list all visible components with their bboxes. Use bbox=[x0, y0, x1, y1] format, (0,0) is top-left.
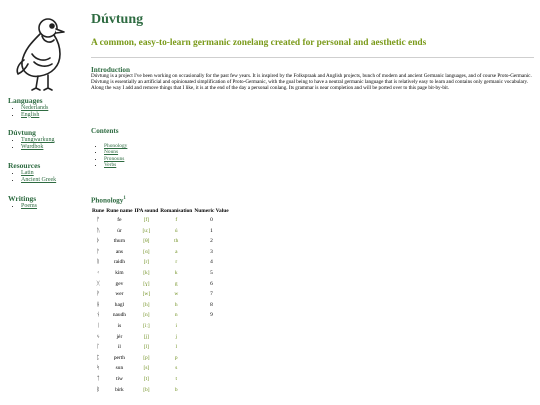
rune-cell: ᚨ bbox=[96, 248, 100, 255]
rune-name-cell: perth bbox=[113, 354, 125, 361]
column-header-romanisation: Romanisation bbox=[160, 208, 193, 214]
ipa-sound-link[interactable]: [j] bbox=[143, 333, 149, 340]
romanisation-cell: h bbox=[174, 301, 178, 308]
table-row bbox=[91, 374, 230, 385]
numeric-value-cell: 4 bbox=[210, 259, 213, 266]
column-header-numeric-value: Numeric Value bbox=[194, 208, 229, 214]
ipa-sound-link[interactable]: [l] bbox=[143, 344, 149, 351]
sidebar-list-writings bbox=[8, 203, 37, 210]
sidebar-link-latin[interactable]: Latin bbox=[21, 170, 34, 176]
ipa-cell bbox=[134, 215, 160, 226]
romanisation-cell: th bbox=[174, 238, 179, 245]
ipa-sound-link[interactable]: [r] bbox=[143, 259, 150, 266]
numeric-value-cell: 5 bbox=[210, 269, 213, 276]
list-item bbox=[21, 177, 56, 184]
ipa-cell bbox=[134, 310, 160, 321]
table-row bbox=[91, 226, 230, 237]
contents-heading: Contents bbox=[91, 127, 119, 135]
romanisation-cell: b bbox=[174, 386, 178, 393]
phonology-heading bbox=[91, 196, 126, 204]
phonology-footnote-link[interactable]: 1 bbox=[123, 196, 126, 201]
list-item bbox=[104, 162, 127, 168]
rune-cell: ᛋ bbox=[96, 365, 100, 372]
rune-name-cell: wer bbox=[115, 291, 124, 298]
sidebar-link-tungwarkung[interactable]: Tungwarkung bbox=[21, 137, 55, 143]
numeric-value-cell: 7 bbox=[210, 291, 213, 298]
table-row bbox=[91, 300, 230, 311]
rune-cell: ᚢ bbox=[96, 227, 100, 234]
ipa-cell bbox=[134, 374, 160, 385]
sidebar-link-wurdbok[interactable]: Wurdbok bbox=[21, 143, 44, 150]
ipa-sound-link[interactable]: [w] bbox=[142, 291, 151, 298]
numeric-value-cell: 1 bbox=[210, 227, 213, 234]
contents-link-verbs[interactable]: Verbs bbox=[104, 162, 117, 169]
sidebar-heading-duvtung: Dúvtung bbox=[8, 128, 36, 137]
page-title: Dúvtung bbox=[91, 12, 144, 27]
header-divider bbox=[91, 57, 534, 58]
rune-name-cell: úr bbox=[117, 227, 122, 234]
list-item bbox=[21, 170, 56, 177]
list-item bbox=[21, 105, 48, 112]
sidebar-link-ancient-greek[interactable]: Ancient Greek bbox=[21, 176, 57, 183]
contents-list bbox=[91, 143, 127, 169]
rune-name-cell: hagl bbox=[114, 301, 125, 308]
romanisation-cell: i bbox=[175, 322, 178, 329]
pigeon-icon bbox=[14, 14, 72, 94]
ipa-cell bbox=[134, 385, 160, 396]
introduction-text: Dúvtung is a project I've been working on occasionally for the past few years. It is inspired by the Folkspraak and Anglish projects, bunch of modern and ancient Germanic languages, and of course Proto-Germanic. Dúvtung is essentially an artificial and opinionated simplification of Proto-Germanic, with the goal being to have a neutral germanic language that is relatively easy to learn and contains only germanic vocabulary. Along the way I add and remove things that I like, it is at the end of the day a personal conlang. Its grammar is near completion and will be ported over to this page bit-by-bit. bbox=[91, 73, 532, 92]
romanisation-cell: l bbox=[175, 344, 178, 351]
ipa-sound-link[interactable]: [n] bbox=[143, 312, 150, 319]
rune-name-cell: fe bbox=[117, 217, 122, 223]
table-row bbox=[91, 247, 230, 258]
phonology-heading-text: Phonology bbox=[91, 196, 124, 205]
ipa-cell bbox=[134, 342, 160, 353]
ipa-sound-link[interactable]: [θ] bbox=[143, 238, 150, 245]
ipa-cell bbox=[134, 236, 160, 247]
romanisation-cell: n bbox=[174, 312, 178, 319]
table-row bbox=[91, 279, 230, 290]
romanisation-cell: a bbox=[175, 248, 178, 255]
sidebar-heading-resources: Resources bbox=[8, 161, 41, 170]
rune-cell: ᚱ bbox=[96, 259, 100, 266]
table-row bbox=[91, 289, 230, 300]
romanisation-cell: s bbox=[175, 365, 178, 372]
romanisation-cell: j bbox=[175, 333, 178, 340]
column-header-rune-name: Rune name bbox=[106, 208, 133, 214]
list-item bbox=[21, 137, 54, 144]
list-item bbox=[21, 112, 48, 119]
numeric-value-cell bbox=[193, 385, 229, 396]
rune-name-cell: sun bbox=[115, 365, 124, 372]
rune-name-cell: gev bbox=[115, 280, 124, 287]
romanisation-cell: f bbox=[175, 217, 178, 223]
phonology-table-body bbox=[91, 215, 230, 395]
numeric-value-cell bbox=[193, 353, 229, 364]
rune-name-cell: tiw bbox=[115, 375, 123, 382]
rune-cell: ᛚ bbox=[96, 344, 100, 351]
column-header-ipa-sound: IPA sound bbox=[134, 208, 159, 214]
ipa-sound-link[interactable]: [k] bbox=[143, 269, 150, 276]
sidebar-section-resources bbox=[8, 162, 56, 183]
rune-name-cell: birk bbox=[115, 386, 124, 393]
rune-name-cell: ans bbox=[115, 248, 123, 255]
sidebar-section-writings bbox=[8, 195, 37, 210]
phonology-table bbox=[91, 208, 230, 395]
table-row bbox=[91, 257, 230, 268]
rune-cell: ᚺ bbox=[96, 301, 100, 308]
page-subtitle: A common, easy-to-learn germanic zonelang created for personal and aesthetic ends bbox=[91, 38, 427, 48]
rune-name-cell: is bbox=[117, 322, 122, 329]
rune-cell: ᚹ bbox=[96, 291, 100, 298]
ipa-cell bbox=[134, 226, 160, 237]
ipa-sound-link[interactable]: [ɑ] bbox=[143, 248, 150, 255]
sidebar-heading-languages: Languages bbox=[8, 96, 43, 105]
sidebar-list-resources bbox=[8, 170, 56, 183]
numeric-value-cell: 8 bbox=[210, 301, 213, 308]
ipa-sound-link[interactable]: [h] bbox=[143, 301, 150, 308]
rune-cell: ᛈ bbox=[96, 354, 100, 361]
numeric-value-cell: 2 bbox=[210, 238, 213, 245]
introduction-heading: Introduction bbox=[91, 66, 131, 74]
ipa-cell bbox=[134, 332, 160, 343]
rune-cell: ᚾ bbox=[96, 312, 100, 319]
ipa-cell bbox=[134, 257, 160, 268]
rune-name-cell: kim bbox=[115, 269, 124, 276]
sidebar-heading-writings: Writings bbox=[8, 194, 37, 203]
rune-cell: ᚷ bbox=[96, 280, 100, 287]
table-row bbox=[91, 385, 230, 396]
numeric-value-cell: 3 bbox=[210, 248, 213, 255]
numeric-value-cell bbox=[193, 374, 229, 385]
numeric-value-cell bbox=[193, 342, 229, 353]
ipa-sound-link[interactable]: [s] bbox=[143, 365, 150, 372]
table-row bbox=[91, 236, 230, 247]
ipa-sound-link[interactable]: [ɣ] bbox=[143, 280, 150, 287]
ipa-sound-link[interactable]: [b] bbox=[143, 386, 150, 393]
romanisation-cell: w bbox=[174, 291, 179, 298]
table-row bbox=[91, 342, 230, 353]
sidebar-link-nederlands[interactable]: Nederlands bbox=[21, 105, 49, 111]
table-row bbox=[91, 215, 230, 226]
rune-cell: ᛒ bbox=[96, 386, 100, 393]
sidebar-list-languages bbox=[8, 105, 48, 118]
ipa-sound-link[interactable]: [f] bbox=[143, 217, 150, 223]
table-header-row bbox=[91, 208, 230, 215]
ipa-cell bbox=[134, 268, 160, 279]
rune-name-cell: raidh bbox=[113, 259, 125, 266]
romanisation-cell: t bbox=[175, 375, 178, 382]
list-item bbox=[21, 203, 37, 210]
romanisation-cell: ú bbox=[174, 227, 178, 234]
ipa-cell bbox=[134, 247, 160, 258]
ipa-cell bbox=[134, 321, 160, 332]
rune-cell: ᛏ bbox=[96, 375, 100, 382]
romanisation-cell: k bbox=[174, 269, 178, 276]
ipa-cell bbox=[134, 289, 160, 300]
numeric-value-cell: 6 bbox=[210, 280, 213, 287]
numeric-value-cell: 9 bbox=[210, 312, 213, 319]
sidebar-link-english[interactable]: English bbox=[21, 111, 40, 118]
rune-cell: ᛁ bbox=[96, 322, 100, 329]
contents-link-pronouns[interactable]: Pronouns bbox=[104, 155, 125, 162]
rune-name-cell: naudh bbox=[112, 312, 126, 319]
table-row bbox=[91, 332, 230, 343]
ipa-cell bbox=[134, 300, 160, 311]
sidebar-section-duvtung bbox=[8, 129, 54, 150]
ipa-sound-link[interactable]: [t] bbox=[143, 375, 149, 382]
rune-cell: ᚲ bbox=[96, 269, 100, 276]
rune-cell: ᚠ bbox=[96, 217, 100, 223]
numeric-value-cell bbox=[193, 321, 229, 332]
table-row bbox=[91, 353, 230, 364]
ipa-sound-link[interactable]: [iː] bbox=[143, 322, 150, 329]
rune-cell: ᛃ bbox=[96, 333, 100, 340]
table-row bbox=[91, 310, 230, 321]
ipa-sound-link[interactable]: [uː] bbox=[142, 227, 151, 234]
table-row bbox=[91, 268, 230, 279]
numeric-value-cell: 0 bbox=[210, 217, 213, 223]
list-item bbox=[21, 144, 54, 151]
romanisation-cell: g bbox=[174, 280, 178, 287]
romanisation-cell: p bbox=[174, 354, 178, 361]
sidebar-section-languages bbox=[8, 97, 48, 118]
numeric-value-cell bbox=[193, 332, 229, 343]
sidebar-list-duvtung bbox=[8, 137, 54, 150]
column-header-rune: Rune bbox=[92, 208, 105, 214]
ipa-cell bbox=[134, 279, 160, 290]
sidebar-link-poems[interactable]: Poems bbox=[21, 203, 38, 209]
rune-name-cell: thurn bbox=[113, 238, 126, 245]
rune-cell: ᚦ bbox=[96, 238, 100, 245]
table-row bbox=[91, 321, 230, 332]
numeric-value-cell bbox=[193, 363, 229, 374]
contents-link-phonology[interactable]: Phonology bbox=[104, 143, 128, 149]
table-row bbox=[91, 363, 230, 374]
romanisation-cell: r bbox=[175, 259, 178, 266]
rune-name-cell: jér bbox=[116, 333, 123, 340]
ipa-cell bbox=[134, 363, 160, 374]
contents-link-nouns[interactable]: Nouns bbox=[104, 149, 119, 156]
ipa-sound-link[interactable]: [p] bbox=[143, 354, 150, 361]
ipa-cell bbox=[134, 353, 160, 364]
rune-name-cell: il bbox=[117, 344, 121, 351]
